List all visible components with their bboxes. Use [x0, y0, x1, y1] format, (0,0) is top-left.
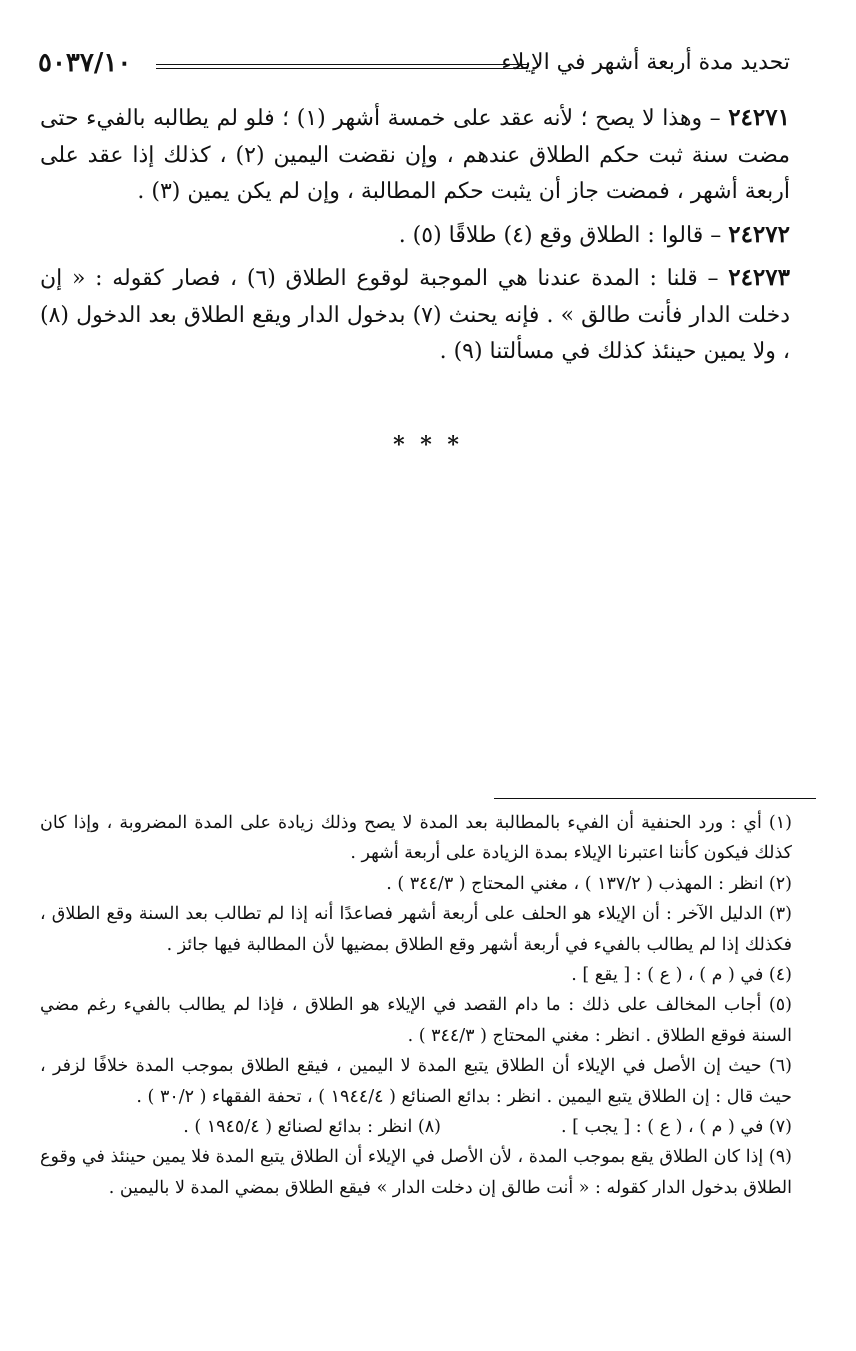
footnote-7: (٧) في ( م ) ، ( ع ) : [ يجب ] . — [560, 1117, 792, 1138]
paragraph-text: – وهذا لا يصح ؛ لأنه عقد على خمسة أشهر (١) ؛ فلو لم يطالبه بالفيء حتى مضت سنة ثبت حكم الطلاق عندهم ، وإن نقضت اليمين (٢) ، كذلك إذا عقد على أربعة أشهر ، فمضت جاز أن يثبت حكم المطالبة ، وإن لم يكن يمين (٣) . — [40, 106, 790, 204]
main-text — [40, 100, 790, 371]
header-rule — [156, 64, 528, 69]
paragraph-number: ٢٤٢٧١ — [728, 104, 790, 131]
page-number: ٥٠٣٧/١٠ — [38, 48, 132, 78]
paragraph-text: – قلنا : المدة عندنا هي الموجبة لوقوع الطلاق (٦) ، فصار كقوله : « إن دخلت الدار فأنت طالق » . فإنه يحنث (٧) بدخول الدار ويقع الطلاق بعد الدخول (٨) ، ولا يمين حينئذ كذلك في مسألتنا (٩) . — [40, 266, 791, 364]
footnote-2: (٢) انظر : المهذب ( ١٣٧/٢ ) ، مغني المحتاج ( ٣٤٤/٣ ) . — [386, 873, 792, 894]
paragraph-number: ٢٤٢٧٢ — [728, 220, 790, 248]
footnote-1: (١) أي : ورد الحنفية أن الفيء بالمطالبة بعد المدة لا يصح وذلك زيادة على المدة المضروبة ، وإذا كان كذلك فيكون كأننا اعتبرنا الإيلاء بمدة الزيادة على أربعة أشهر . — [40, 813, 792, 864]
running-title: تحديد مدة أربعة أشهر في الإيلاء — [501, 50, 790, 75]
section-separator: * * * — [393, 432, 463, 458]
footnote-4: (٤) في ( م ) ، ( ع ) : [ يقع ] . — [571, 965, 792, 986]
page-header — [38, 48, 790, 88]
paragraph-24271 — [40, 100, 790, 211]
footnote-5: (٥) أجاب المخالف على ذلك : ما دام القصد في الإيلاء هو الطلاق ، فإذا لم يطالب بالفيء رغم مضي السنة فوقع الطلاق . انظر : مغني المحتاج ( ٣٤٤/٣ ) . — [40, 995, 792, 1046]
paragraph-24272 — [40, 217, 790, 255]
footnotes — [40, 808, 792, 1203]
footnote-3: (٣) الدليل الآخر : أن الإيلاء هو الحلف على أربعة أشهر فصاعدًا أنه إذا لم تطالب بعد السنة وقع الطلاق ، فكذلك إذا لم يطالب بالفيء في أربعة أشهر وقع الطلاق بمضيها لأن المطالبة فيها جائز . — [40, 904, 792, 955]
footnote-8: (٨) انظر : بدائع لصنائع ( ١٩٤٥/٤ ) . — [183, 1117, 441, 1138]
paragraph-24273 — [40, 260, 790, 371]
footnote-rule — [494, 798, 816, 799]
footnote-6: (٦) حيث إن الأصل في الإيلاء أن الطلاق يتبع المدة لا اليمين ، فيقع الطلاق بموجب المدة خلافًا لزفر ، حيث قال : إن الطلاق يتبع اليمين . انظر : بدائع الصنائع ( ١٩٤٤/٤ ) ، تحفة الفقهاء ( ٣٠/٢ ) . — [40, 1056, 792, 1107]
footnote-9: (٩) إذا كان الطلاق يقع بموجب المدة ، لأن الأصل في الإيلاء أن الطلاق يتبع المدة فلا يمين حينئذ في وقوع الطلاق بدخول الدار كقوله : « أنت طالق إن دخلت الدار » فيقع الطلاق بمضي المدة لا باليمين . — [40, 1147, 792, 1198]
footnote-row-7-8 — [40, 1112, 792, 1142]
paragraph-number: ٢٤٢٧٣ — [728, 264, 790, 291]
paragraph-text: – قالوا : الطلاق وقع (٤) طلاقًا (٥) . — [398, 222, 722, 248]
